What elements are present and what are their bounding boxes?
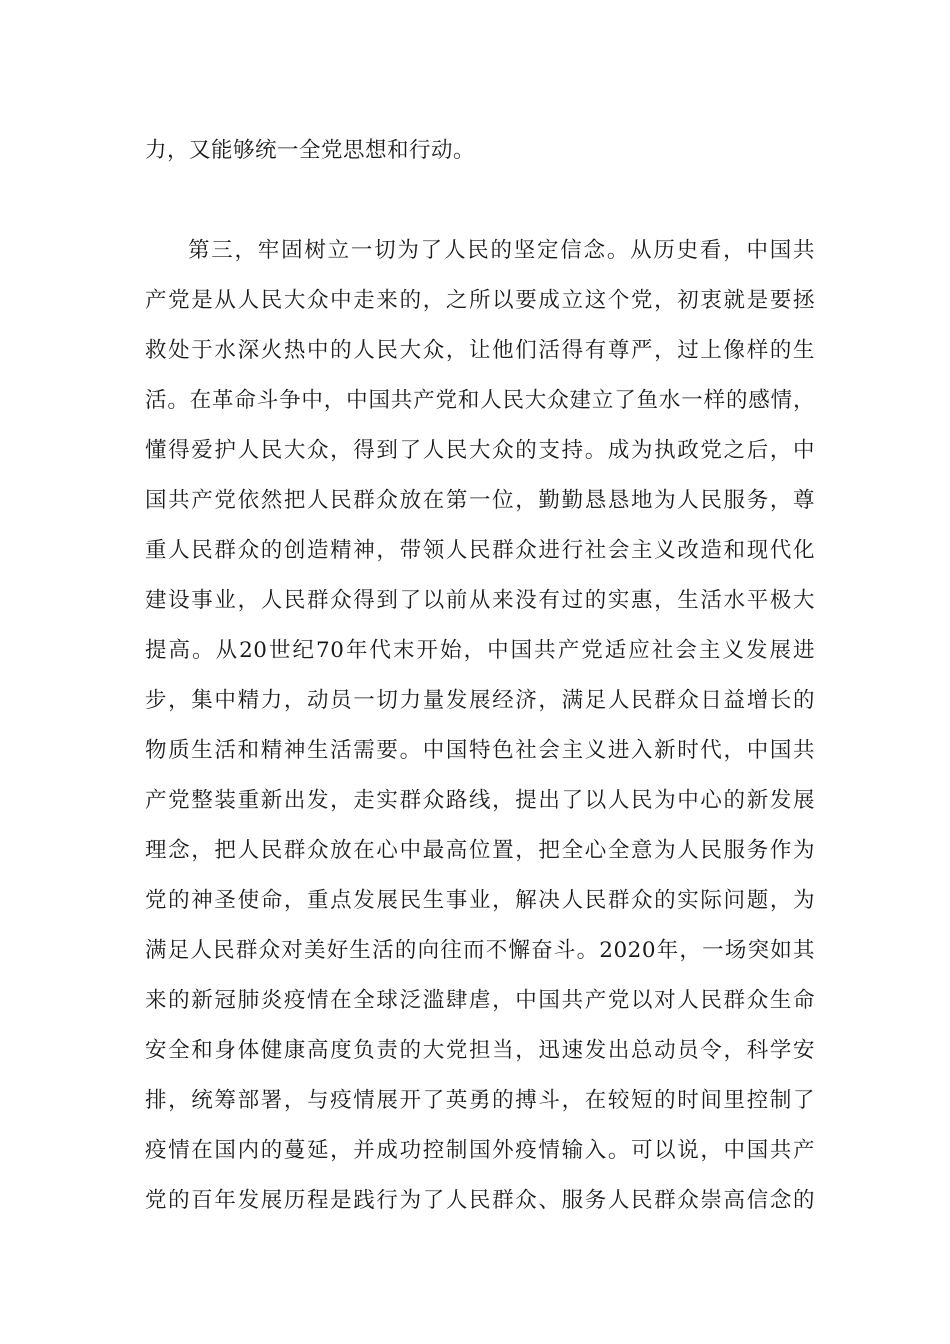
paragraph-line: 重人民群众的创造精神，带领人民群众进行社会主义改造和现代化 [145,538,815,563]
paragraph-line: 党的神圣使命，重点发展民生事业，解决人民群众的实际问题，为 [145,888,815,913]
paragraph-line: 产党是从人民大众中走来的，之所以要成立这个党，初衷就是要拯 [145,288,815,313]
paragraph-line: 懂得爱护人民大众，得到了人民大众的支持。成为执政党之后，中 [145,438,815,463]
paragraph-line: 活。在革命斗争中，中国共产党和人民大众建立了鱼水一样的感情， [145,388,815,413]
paragraph-line: 理念，把人民群众放在心中最高位置，把全心全意为人民服务作为 [145,838,815,863]
paragraph-line: 建设事业，人民群众得到了以前从来没有过的实惠，生活水平极大 [145,588,815,613]
paragraph-line: 疫情在国内的蔓延，并成功控制国外疫情输入。可以说，中国共产 [145,1138,815,1163]
previous-paragraph-tail-line: 力，又能够统一全党思想和行动。 [145,138,476,163]
paragraph-line: 来的新冠肺炎疫情在全球泛滥肆虐，中国共产党以对人民群众生命 [145,988,815,1013]
paragraph-line: 步，集中精力，动员一切力量发展经济，满足人民群众日益增长的 [145,688,815,713]
paragraph-line: 安全和身体健康高度负责的大党担当，迅速发出总动员令，科学安 [145,1038,815,1063]
paragraph-line: 救处于水深火热中的人民大众，让他们活得有尊严，过上像样的生 [145,338,815,363]
paragraph-line: 党的百年发展历程是践行为了人民群众、服务人民群众崇高信念的 [145,1188,815,1213]
paragraph-line: 提高。从20世纪70年代末开始，中国共产党适应社会主义发展进 [145,638,815,663]
paragraph-line: 第三，牢固树立一切为了人民的坚定信念。从历史看，中国共 [188,238,815,263]
paragraph-line: 国共产党依然把人民群众放在第一位，勤勤恳恳地为人民服务，尊 [145,488,815,513]
paragraph-line: 产党整装重新出发，走实群众路线，提出了以人民为中心的新发展 [145,788,815,813]
paragraph-line: 排，统筹部署，与疫情展开了英勇的搏斗，在较短的时间里控制了 [145,1088,815,1113]
paragraph-line: 满足人民群众对美好生活的向往而不懈奋斗。2020年，一场突如其 [145,938,815,963]
paragraph-line: 物质生活和精神生活需要。中国特色社会主义进入新时代，中国共 [145,738,815,763]
